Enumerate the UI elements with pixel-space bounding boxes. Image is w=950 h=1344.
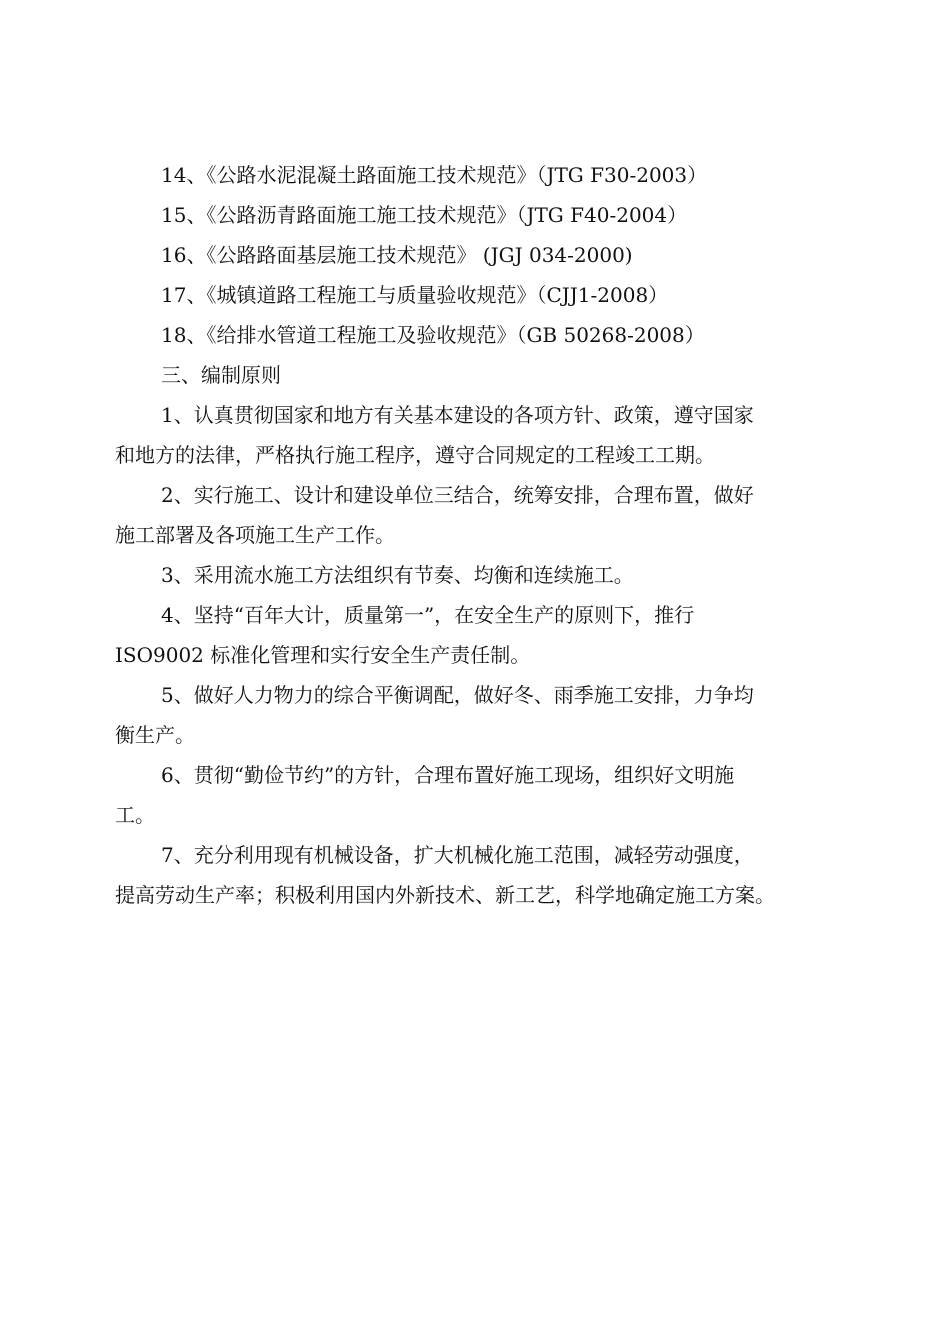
principle-second-line: 提高劳动生产率；积极利用国内外新技术、新工艺，科学地确定施工方案。	[115, 883, 775, 907]
principle-item-1	[115, 395, 855, 475]
reference-item-17: 17、《城镇道路工程施工与质量验收规范》（CJJ1-2008）	[161, 283, 669, 307]
principle-list	[115, 395, 855, 915]
principle-item-6	[115, 755, 855, 835]
principle-second-line: 和地方的法律，严格执行施工程序，遵守合同规定的工程竣工工期。	[115, 443, 715, 467]
reference-item-16: 16、《公路路面基层施工技术规范》 (JGJ 034-2000)	[161, 243, 633, 267]
principle-first-line: 3、采用流水施工方法组织有节奏、均衡和连续施工。	[161, 563, 634, 587]
principle-first-line: 6、贯彻“勤俭节约”的方针，合理布置好施工现场，组织好文明施	[161, 763, 735, 787]
principle-first-line: 4、坚持“百年大计，质量第一”，在安全生产的原则下，推行	[161, 603, 695, 627]
principle-first-line: 2、实行施工、设计和建设单位三结合，统筹安排，合理布置，做好	[161, 483, 754, 507]
principle-item-4	[115, 595, 855, 675]
principle-first-line: 1、认真贯彻国家和地方有关基本建设的各项方针、政策，遵守国家	[161, 403, 754, 427]
principle-item-7	[115, 835, 855, 915]
reference-item-14: 14、《公路水泥混凝土路面施工技术规范》（JTG F30-2003）	[161, 163, 708, 187]
reference-item-15: 15、《公路沥青路面施工施工技术规范》（JTG F40-2004）	[161, 203, 688, 227]
principle-item-2	[115, 475, 855, 555]
principle-item-3	[115, 555, 855, 595]
section-heading: 三、编制原则	[161, 363, 281, 387]
reference-item-18: 18、《给排水管道工程施工及验收规范》（GB 50268-2008）	[161, 323, 705, 347]
principle-second-line: 工。	[115, 803, 155, 827]
principle-second-line: 施工部署及各项施工生产工作。	[115, 523, 395, 547]
document-body	[115, 155, 855, 915]
principle-first-line: 5、做好人力物力的综合平衡调配，做好冬、雨季施工安排，力争均	[161, 683, 754, 707]
principle-second-line: 衡生产。	[115, 723, 195, 747]
principle-item-5	[115, 675, 855, 755]
principle-first-line: 7、充分利用现有机械设备，扩大机械化施工范围，减轻劳动强度，	[161, 843, 754, 867]
reference-list	[115, 155, 855, 355]
principle-second-line: ISO9002 标准化管理和实行安全生产责任制。	[115, 643, 531, 667]
